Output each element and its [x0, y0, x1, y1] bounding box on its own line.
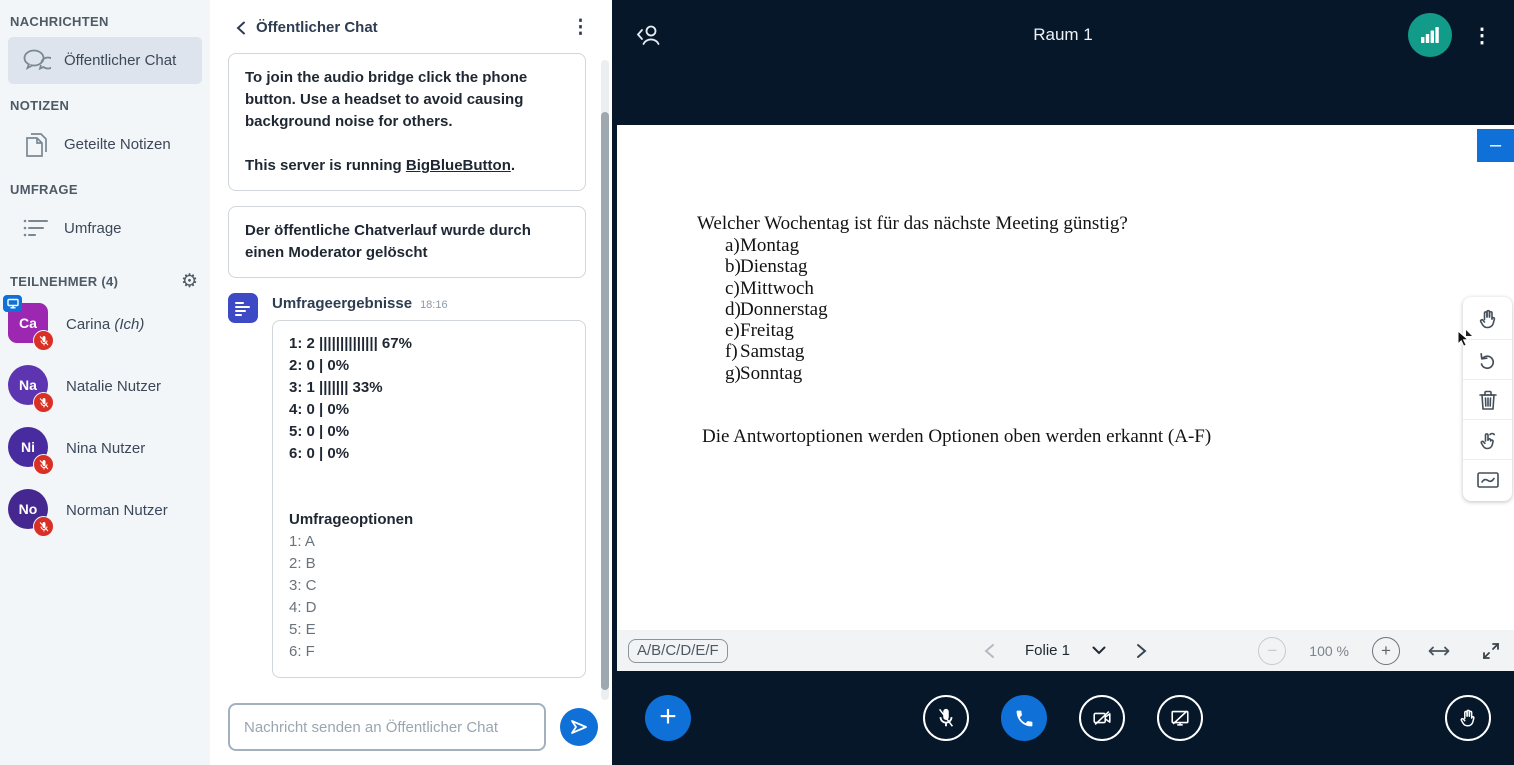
- quick-poll-button[interactable]: A/B/C/D/E/F: [628, 639, 728, 663]
- participant-name: Nina Nutzer: [66, 439, 146, 457]
- poll-result-line: 5: 0 | 0%: [289, 423, 350, 440]
- room-title: Raum 1: [1033, 25, 1093, 44]
- avatar: Ni: [6, 425, 52, 471]
- presentation-top-bar: [612, 0, 1514, 70]
- navigation-sidebar: [0, 0, 210, 765]
- poll-option-line: 6: F: [289, 643, 315, 660]
- poll-option-line: 4: D: [289, 599, 317, 616]
- slide-selector[interactable]: [1025, 642, 1106, 659]
- shared-notes-icon: [8, 131, 64, 159]
- participant-name: Carina (Ich): [66, 315, 145, 333]
- presentation-area: [612, 0, 1514, 765]
- user-chevron-icon: [635, 22, 665, 48]
- chevron-right-icon: [1136, 643, 1147, 659]
- smart-annotation-button[interactable]: [1463, 459, 1512, 499]
- chat-bubbles-icon: [8, 48, 64, 74]
- poll-option-line: 3: C: [289, 577, 317, 594]
- undo-annotation-button[interactable]: [1463, 339, 1512, 379]
- sidebar-item-label: Geteilte Notizen: [64, 136, 171, 153]
- messages-section-label: NACHRICHTEN: [10, 14, 109, 29]
- send-message-button[interactable]: [560, 708, 598, 746]
- slide-option: f) Samstag: [725, 341, 805, 363]
- phone-icon: [1014, 708, 1035, 729]
- share-webcam-button[interactable]: [1079, 695, 1125, 741]
- poll-result-line: 2: 0 | 0%: [289, 357, 350, 374]
- chat-message-list: [210, 49, 612, 693]
- back-chevron-icon[interactable]: [236, 21, 246, 35]
- slide-question: Welcher Wochentag ist für das nächste Meeting günstig?: [697, 213, 1128, 234]
- slide-option: e) Freitag: [725, 320, 794, 342]
- webcam-off-icon: [1091, 707, 1113, 729]
- signal-bars-icon: [1420, 26, 1440, 44]
- sidebar-item-label: Öffentlicher Chat: [64, 52, 177, 69]
- poll-section-label: UMFRAGE: [10, 182, 78, 197]
- poll-message-title: Umfrageergebnisse: [272, 295, 413, 312]
- slide-note: Die Antwortoptionen werden Optionen oben werden erkannt (A-F): [702, 426, 1212, 448]
- plus-glyph: +: [659, 699, 677, 733]
- presentation-nav-bar: [617, 630, 1514, 671]
- minus-glyph: –: [1489, 134, 1502, 156]
- participants-header: [0, 266, 210, 301]
- poll-result-line: 4: 0 | 0%: [289, 401, 350, 418]
- slide-content: [617, 125, 1514, 448]
- poll-result-line: 6: 0 | 0%: [289, 445, 350, 462]
- chat-input-row: [210, 693, 612, 765]
- participant-name: Natalie Nutzer: [66, 377, 162, 395]
- fit-width-icon: [1427, 645, 1451, 657]
- poll-result-line: 1: 2 |||||||||||||| 67%: [289, 335, 412, 352]
- next-slide-button[interactable]: [1132, 639, 1151, 663]
- participant-row[interactable]: [6, 363, 202, 409]
- tool-submenu-indicator: [1466, 330, 1472, 336]
- slide-option: c) Mittwoch: [725, 277, 814, 299]
- zoom-level: 100 %: [1309, 642, 1349, 659]
- bigbluebutton-link[interactable]: BigBlueButton: [405, 157, 511, 174]
- connection-status-button[interactable]: [1408, 13, 1452, 57]
- avatar: No: [6, 487, 52, 533]
- chat-scrollbar-thumb[interactable]: [601, 112, 609, 690]
- fullscreen-icon: [1482, 642, 1500, 660]
- raise-hand-button[interactable]: [1445, 695, 1491, 741]
- poll-option-line: 1: A: [289, 533, 315, 550]
- whiteboard-toolbar: [1463, 297, 1512, 501]
- previous-slide-button[interactable]: [980, 639, 999, 663]
- muted-mic-icon: [935, 707, 957, 729]
- share-screen-button[interactable]: [1157, 695, 1203, 741]
- bottom-action-bar: [612, 671, 1514, 765]
- poll-message-icon: [228, 293, 258, 323]
- minimize-presentation-button[interactable]: [1477, 129, 1514, 162]
- participants-section-label: TEILNEHMER (4): [10, 274, 119, 289]
- poll-options-title: Umfrageoptionen: [289, 511, 414, 528]
- poll-list-icon: [8, 216, 64, 242]
- chevron-left-icon: [984, 643, 995, 659]
- muted-mic-badge-icon: [33, 516, 54, 537]
- clear-annotations-button[interactable]: [1463, 379, 1512, 419]
- muted-mic-badge-icon: [33, 454, 54, 475]
- muted-mic-badge-icon: [33, 330, 54, 351]
- raise-hand-icon: [1457, 707, 1479, 729]
- slide-option: a) Montag: [725, 235, 800, 256]
- hide-userlist-button[interactable]: [635, 22, 665, 48]
- slide-label: Folie 1: [1024, 642, 1071, 659]
- undo-icon: [1476, 348, 1500, 372]
- notes-section-label: NOTIZEN: [10, 98, 70, 113]
- sidebar-item-label: Umfrage: [64, 220, 122, 237]
- fullscreen-button[interactable]: [1478, 638, 1504, 664]
- options-kebab-icon[interactable]: ⋮: [1472, 24, 1492, 47]
- chat-cleared-notice: Der öffentliche Chatverlauf wurde durch einen Moderator gelöscht: [228, 206, 586, 278]
- pointer-hand-icon: [1476, 428, 1500, 452]
- whiteboard-zone: [612, 70, 1514, 630]
- chat-panel-title[interactable]: Öffentlicher Chat: [256, 19, 378, 36]
- chat-header: [210, 0, 612, 49]
- participant-row[interactable]: [6, 487, 202, 533]
- hand-tool-icon: [1476, 307, 1500, 331]
- chat-options-kebab-icon[interactable]: ⋮: [571, 17, 590, 38]
- zoom-out-button[interactable]: −: [1258, 637, 1286, 665]
- trash-icon: [1477, 388, 1499, 412]
- poll-message-timestamp: 18:16: [420, 299, 448, 311]
- poll-option-line: 5: E: [289, 621, 316, 638]
- send-paperplane-icon: [570, 719, 588, 735]
- muted-mic-badge-icon: [33, 392, 54, 413]
- multi-user-whiteboard-button[interactable]: [1463, 419, 1512, 459]
- chat-scrollbar-track[interactable]: [601, 60, 609, 700]
- poll-result-line: 3: 1 ||||||| 33%: [289, 379, 383, 396]
- sidebar-item-shared-notes[interactable]: [8, 121, 202, 168]
- participant-row[interactable]: [6, 301, 202, 347]
- welcome-text: To join the audio bridge click the phone button. Use a headset to avoid causing background noise for others.: [245, 69, 528, 130]
- avatar: Ca: [6, 301, 52, 347]
- unmute-microphone-button[interactable]: [923, 695, 969, 741]
- sidebar-item-poll[interactable]: [8, 205, 202, 252]
- poll-results-message: [228, 293, 586, 678]
- participant-name: Norman Nutzer: [66, 501, 168, 519]
- sidebar-item-public-chat[interactable]: [8, 37, 202, 84]
- slide-option: d) Donnerstag: [725, 298, 828, 320]
- leave-audio-button[interactable]: [1001, 695, 1047, 741]
- slide-option: b) Dienstag: [725, 256, 808, 278]
- line-shape-icon: [1475, 469, 1501, 491]
- welcome-message: [228, 53, 586, 191]
- chat-message-input[interactable]: [228, 703, 546, 751]
- manage-users-gear-icon[interactable]: ⚙: [180, 271, 198, 292]
- presenter-badge-icon: [3, 295, 22, 312]
- hand-tool-button[interactable]: [1463, 299, 1512, 339]
- public-chat-panel: [210, 0, 612, 765]
- chevron-down-icon: [1092, 646, 1106, 655]
- zoom-in-button[interactable]: +: [1372, 637, 1400, 665]
- screenshare-off-icon: [1169, 707, 1191, 729]
- poll-results-box: [272, 320, 586, 678]
- poll-option-line: 2: B: [289, 555, 316, 572]
- presentation-slide[interactable]: [617, 125, 1514, 630]
- slide-option: g) Sonntag: [725, 362, 803, 384]
- avatar: Na: [6, 363, 52, 409]
- fit-width-button[interactable]: [1423, 641, 1455, 661]
- participant-row[interactable]: [6, 425, 202, 471]
- server-text: This server is running BigBlueButton.: [245, 157, 516, 174]
